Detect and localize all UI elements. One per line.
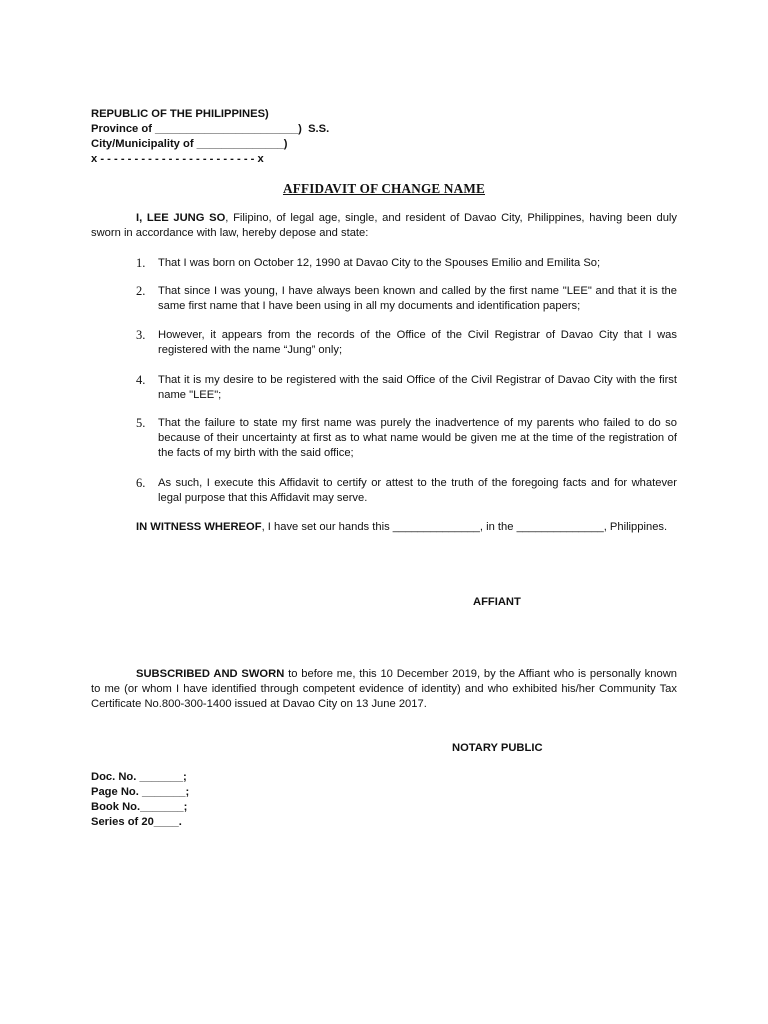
list-item: [136, 416, 677, 461]
intro-paragraph: [91, 211, 677, 241]
notarial-docket: [91, 770, 189, 830]
list-item-text: As such, I execute this Affidavit to certify or attest to the truth of the foregoing facts and for whatever legal purpose that this Affidavit may serve.: [158, 477, 677, 504]
list-item: [136, 328, 677, 358]
list-item-text: That the failure to state my first name was purely the inadvertence of my parents who failed to do so because of their uncertainty at first as to what name would be given me at the time of the registration of the facts of my birth with the said office;: [158, 417, 677, 459]
venue-caption: [91, 107, 391, 167]
caption-republic-line: REPUBLIC OF THE PHILIPPINES): [91, 108, 269, 120]
witness-lead: IN WITNESS WHEREOF: [136, 521, 262, 533]
jurat-paragraph: [91, 667, 677, 712]
witness-paragraph: [91, 520, 677, 535]
list-item-text: However, it appears from the records of the Office of the Civil Registrar of Davao City that I was registered with the name “Jung” only;: [158, 329, 677, 356]
affiant-name: I, LEE JUNG SO: [136, 212, 226, 224]
jurat-lead: SUBSCRIBED AND SWORN: [136, 668, 285, 680]
intro-text: , Filipino, of legal age, single, and resident of Davao City, Philippines, having been duly sworn in accordance with law, hereby depose and state:: [91, 212, 677, 239]
book-no-line: Book No._______;: [91, 801, 188, 813]
list-item-text: That since I was young, I have always been known and called by the first name "LEE" and that it is the same first name that I have been using in all my documents and identification papers;: [158, 285, 677, 312]
list-item-number: 5.: [136, 416, 146, 430]
list-item-number: 2.: [136, 284, 146, 298]
caption-province-line: Province of _______________________) S.S.: [91, 123, 330, 135]
document-title: AFFIDAVIT OF CHANGE NAME: [282, 181, 485, 196]
caption-divider-line: x - - - - - - - - - - - - - - - - - - - - - - - x: [91, 153, 264, 165]
list-item: [136, 476, 677, 506]
list-item-number: 1.: [136, 256, 146, 270]
list-item: [136, 256, 677, 271]
caption-city-line: City/Municipality of ______________): [91, 138, 288, 150]
affiant-signature-label: AFFIANT: [473, 596, 521, 608]
list-item-number: 6.: [136, 476, 146, 490]
list-item-text: That I was born on October 12, 1990 at Davao City to the Spouses Emilio and Emilita So;: [158, 257, 601, 269]
jurat-text: to before me, this 10 December 2019, by the Affiant who is personally known to me (or whom I have identified through competent evidence of identity) and who exhibited his/her Community Tax Certificate No.800-300-1400 issued at Davao City on 13 June 2017.: [91, 668, 677, 710]
list-item-text: That it is my desire to be registered with the said Office of the Civil Registrar of Davao City with the first name "LEE";: [158, 374, 677, 401]
list-item: [136, 373, 677, 403]
list-item: [136, 284, 677, 314]
witness-text: , I have set our hands this ______________, in the ______________, Philippines.: [261, 521, 668, 533]
notary-signature-label: NOTARY PUBLIC: [452, 742, 543, 754]
page-no-line: Page No. _______;: [91, 786, 190, 798]
list-item-number: 4.: [136, 373, 146, 387]
doc-no-line: Doc. No. _______;: [91, 771, 187, 783]
list-item-number: 3.: [136, 328, 146, 342]
series-line: Series of 20____.: [91, 816, 182, 828]
